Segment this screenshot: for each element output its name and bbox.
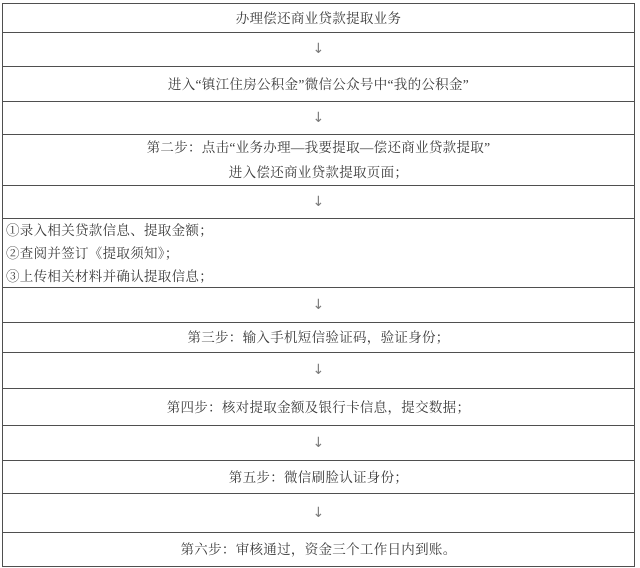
flow-arrow-row (3, 353, 634, 389)
down-arrow-icon: ↓ (312, 504, 325, 521)
flow-arrow-row (3, 494, 634, 533)
flow-step-text: 进入“镇江住房公积金”微信公众号中“我的公积金” (167, 76, 470, 92)
flow-step-text: 进入偿还商业贷款提取页面； (228, 165, 409, 180)
down-arrow-icon: ↓ (312, 296, 325, 313)
flow-title-row (3, 4, 634, 33)
flow-step-row (3, 135, 634, 186)
flow-title-text: 办理偿还商业贷款提取业务 (235, 10, 402, 26)
down-arrow-icon: ↓ (312, 109, 325, 126)
flow-arrow-row (3, 186, 634, 219)
flow-step-text: 第四步：核对提取金额及银行卡信息，提交数据； (166, 399, 471, 415)
flow-checklist-row (3, 219, 634, 288)
flow-arrow-row (3, 33, 634, 67)
down-arrow-icon: ↓ (312, 362, 325, 378)
flow-checklist-item: ③上传相关材料并确认提取信息； (6, 268, 213, 284)
flow-step-row (3, 67, 634, 102)
down-arrow-icon: ↓ (312, 434, 325, 451)
flow-arrow-row (3, 102, 634, 135)
flow-step-row (3, 323, 634, 353)
down-arrow-icon: ↓ (312, 193, 325, 210)
flow-checklist-item: ②查阅并签订《提取须知》； (6, 245, 179, 261)
flow-arrow-row (3, 288, 634, 323)
flow-step-text: 第五步：微信刷脸认证身份； (228, 469, 409, 485)
flow-arrow-row (3, 426, 634, 461)
flow-step-row (3, 389, 634, 426)
process-flow-table (2, 3, 635, 567)
flow-step-text: 第三步：输入手机短信验证码，验证身份； (187, 330, 450, 345)
flow-step-text: 第六步：审核通过，资金三个工作日内到账。 (180, 542, 457, 557)
flow-step-text: 第二步：点击“业务办理—我要提取—偿还商业贷款提取” (146, 140, 491, 155)
down-arrow-icon: ↓ (312, 41, 325, 57)
flow-checklist-item: ①录入相关贷款信息、提取金额； (6, 222, 213, 238)
flow-step-row (3, 533, 634, 566)
flow-step-row (3, 461, 634, 494)
